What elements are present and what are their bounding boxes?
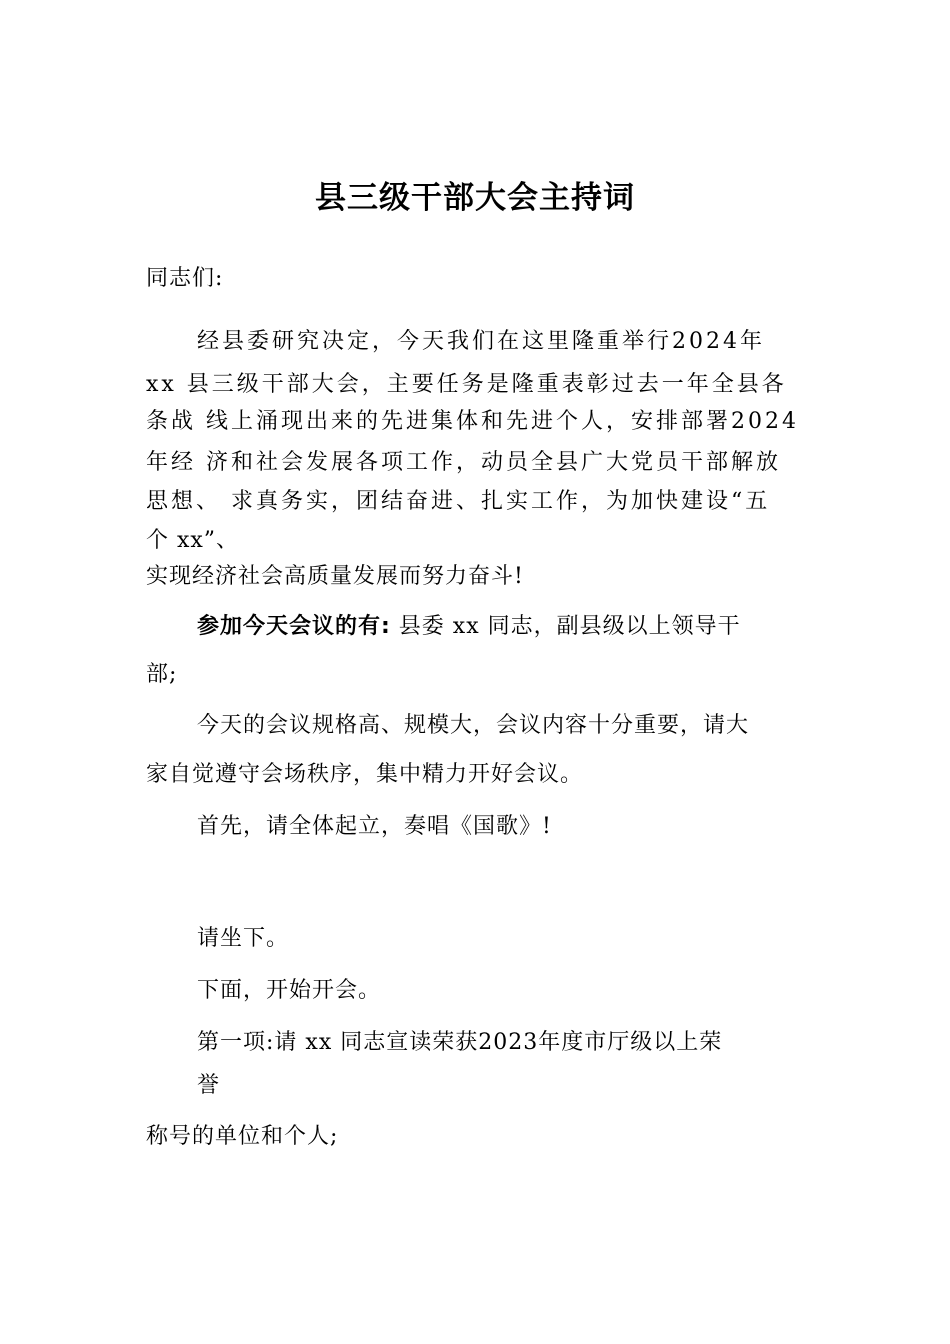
salutation: 同志们: <box>146 266 224 291</box>
attendees-label: 参加今天会议的有: <box>197 614 391 639</box>
paragraph-1-line-6: 个 xx”、 <box>146 528 240 553</box>
paragraph-3-line-2: 家自觉遵守会场秩序，集中精力开好会议。 <box>146 762 584 787</box>
document-title: 县三级干部大会主持词 <box>315 180 635 216</box>
item-1-line-2: 誉 <box>197 1073 221 1098</box>
sit-down-line: 请坐下。 <box>197 926 290 951</box>
paragraph-1-line-3: 条战 线上涌现出来的先进集体和先进个人，安排部署2024 <box>146 409 799 434</box>
paragraph-3-line-1: 今天的会议规格高、规模大，会议内容十分重要，请大 <box>197 713 750 738</box>
paragraph-1-line-7: 实现经济社会高质量发展而努力奋斗! <box>146 564 524 589</box>
attendees-text: 县委 xx 同志，副县级以上领导干 <box>390 614 741 639</box>
paragraph-1-line-1: 经县委研究决定，今天我们在这里隆重举行2024年 <box>197 329 765 354</box>
attendees-continuation: 部; <box>146 662 178 687</box>
paragraph-1-line-4: 年经 济和社会发展各项工作，动员全县广大党员干部解放 <box>146 450 781 475</box>
begin-line: 下面，开始开会。 <box>197 978 382 1003</box>
paragraph-1-line-5: 思想、 求真务实，团结奋进、扎实工作，为加快建设“五 <box>146 489 771 514</box>
attendees-line <box>197 612 741 642</box>
paragraph-1-line-2: xx 县三级干部大会，主要任务是隆重表彰过去一年全县各 <box>146 372 787 397</box>
anthem-line: 首先，请全体起立，奏唱《国歌》! <box>197 814 552 839</box>
item-1-line-3: 称号的单位和个人; <box>146 1124 339 1149</box>
item-1-line-1: 第一项:请 xx 同志宣读荣获2023年度市厅级以上荣 <box>197 1030 723 1055</box>
